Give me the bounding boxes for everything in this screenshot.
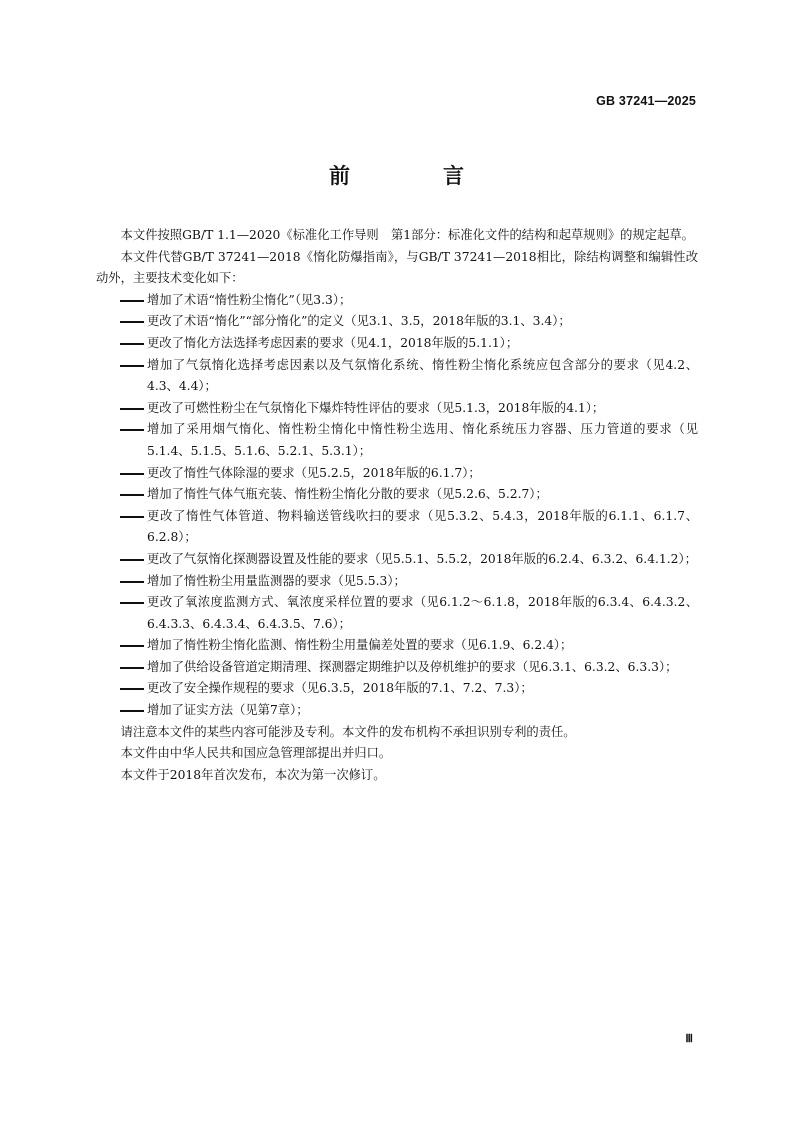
list-item bbox=[96, 311, 698, 333]
em-dash-marker bbox=[120, 321, 144, 323]
list-item bbox=[96, 571, 698, 593]
em-dash-marker bbox=[120, 300, 144, 302]
em-dash-marker bbox=[120, 343, 144, 345]
page-title: 前 言 bbox=[329, 164, 500, 188]
em-dash-marker bbox=[120, 667, 144, 669]
em-dash-marker bbox=[120, 602, 144, 604]
list-item bbox=[96, 678, 698, 700]
list-item-text: 更改了惰化方法选择考虑因素的要求（见4.1，2018年版的5.1.1）； bbox=[147, 335, 519, 350]
list-item-text: 增加了惰性气体气瓶充装、惰性粉尘惰化分散的要求（见5.2.6、5.2.7）； bbox=[147, 487, 548, 502]
closing-paragraph: 请注意本文件的某些内容可能涉及专利。本文件的发布机构不承担识别专利的责任。 bbox=[120, 724, 576, 739]
document-body bbox=[96, 225, 698, 786]
list-item bbox=[96, 355, 698, 398]
list-item bbox=[96, 290, 698, 312]
list-item bbox=[96, 592, 698, 635]
intro-paragraph: 本文件代替GB/T 37241—2018《惰化防爆指南》，与GB/T 37241—2018相比，除结构调整和编辑性改动外，主要技术变化如下： bbox=[96, 249, 698, 286]
list-item-text: 更改了术语“惰化”“部分惰化”的定义（见3.1、3.5，2018年版的3.1、3.4）； bbox=[147, 314, 571, 329]
list-item-text: 更改了气氛惰化探测器设置及性能的要求（见5.5.1、5.5.2，2018年版的6.2.4、6.3.2、6.4.1.2）； bbox=[147, 551, 697, 566]
list-item-text: 更改了安全操作规程的要求（见6.3.5，2018年版的7.1、7.2、7.3）； bbox=[147, 681, 533, 696]
list-item bbox=[96, 700, 698, 722]
list-item-text: 更改了惰性气体除湿的要求（见5.2.5，2018年版的6.1.7）； bbox=[147, 465, 481, 480]
em-dash-marker bbox=[120, 429, 144, 431]
list-item bbox=[96, 635, 698, 657]
intro-paragraph: 本文件按照GB/T 1.1—2020《标准化工作导则 第1部分：标准化文件的结构和起草规则》的规定起草。 bbox=[120, 228, 694, 242]
list-item-text: 更改了氧浓度监测方式、氧浓度采样位置的要求（见6.1.2～6.1.8，2018年版的6.3.4、6.4.3.2、6.4.3.3、6.4.3.4、6.4.3.5、7.6）； bbox=[147, 595, 698, 631]
em-dash-marker bbox=[120, 408, 144, 410]
closing-paragraph: 本文件于2018年首次发布，本次为第一次修订。 bbox=[120, 767, 386, 782]
em-dash-marker bbox=[120, 581, 144, 583]
em-dash-marker bbox=[120, 688, 144, 690]
em-dash-marker bbox=[120, 365, 144, 367]
standard-code: GB 37241—2025 bbox=[596, 94, 696, 108]
em-dash-marker bbox=[120, 710, 144, 712]
list-item bbox=[96, 463, 698, 485]
list-item-text: 增加了气氛惰化选择考虑因素以及气氛惰化系统、惰性粉尘惰化系统应包含部分的要求（见4.2、4.3、4.4）； bbox=[147, 357, 698, 394]
list-item-text: 更改了可燃性粉尘在气氛惰化下爆炸特性评估的要求（见5.1.3，2018年版的4.1）； bbox=[147, 400, 605, 415]
list-item-text: 增加了证实方法（见第7章）； bbox=[147, 703, 309, 718]
em-dash-marker bbox=[120, 645, 144, 647]
em-dash-marker bbox=[120, 559, 144, 561]
list-item bbox=[96, 484, 698, 506]
em-dash-marker bbox=[120, 494, 144, 496]
list-item-text: 增加了惰性粉尘用量监测器的要求（见5.5.3）； bbox=[147, 573, 406, 588]
changes-list bbox=[96, 290, 698, 722]
em-dash-marker bbox=[120, 473, 144, 475]
list-item bbox=[96, 657, 698, 679]
list-item-text: 增加了惰性粉尘惰化监测、惰性粉尘用量偏差处置的要求（见6.1.9、6.2.4）； bbox=[147, 638, 573, 653]
list-item-text: 增加了采用烟气惰化、惰性粉尘惰化中惰性粉尘选用、惰化系统压力容器、压力管道的要求（见5.1.4、5.1.5、5.1.6、5.2.1、5.3.1）； bbox=[147, 422, 698, 458]
closing-paragraph: 本文件由中华人民共和国应急管理部提出并归口。 bbox=[120, 746, 392, 761]
list-item-text: 更改了惰性气体管道、物料输送管线吹扫的要求（见5.3.2、5.4.3，2018年版的6.1.1、6.1.7、6.2.8）； bbox=[147, 508, 698, 545]
list-item bbox=[96, 549, 698, 571]
list-item bbox=[96, 506, 698, 549]
list-item bbox=[96, 398, 698, 420]
page-number: Ⅲ bbox=[685, 1033, 693, 1045]
em-dash-marker bbox=[120, 516, 144, 518]
list-item-text: 增加了供给设备管道定期清理、探测器定期维护以及停机维护的要求（见6.3.1、6.3.2、6.3.3）； bbox=[147, 659, 678, 674]
list-item bbox=[96, 419, 698, 462]
list-item-text: 增加了术语“惰性粉尘惰化”（见3.3）； bbox=[147, 292, 352, 307]
list-item bbox=[96, 333, 698, 355]
